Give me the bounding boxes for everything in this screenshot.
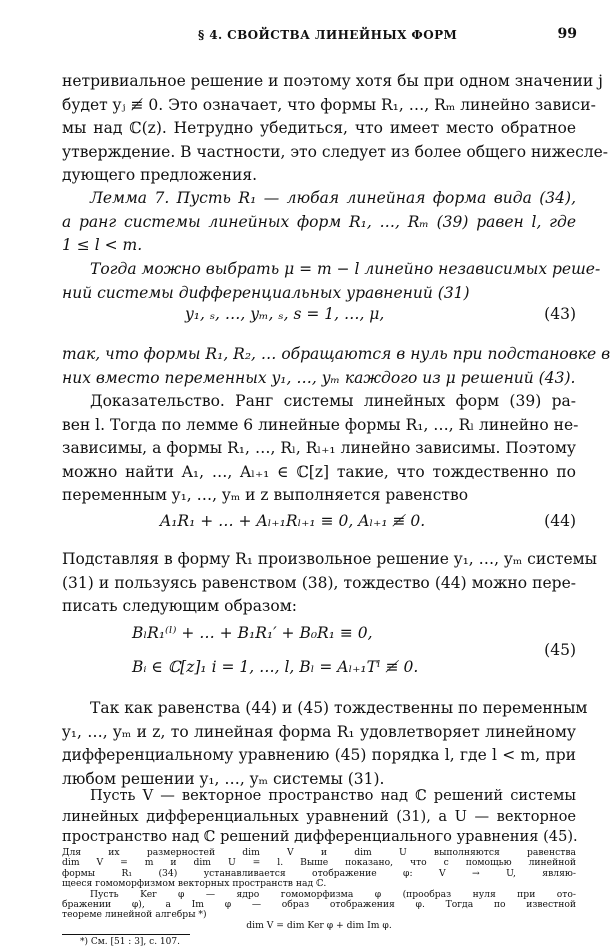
text-line: дующего предложения.: [62, 166, 258, 184]
equation-number-43: (43): [544, 305, 576, 323]
paragraph-remaining: [62, 848, 576, 931]
footnote: *) См. [51 : 3], с. 107.: [80, 937, 180, 947]
lemma-conclusion: [62, 343, 611, 390]
equation-number-45: (45): [544, 641, 576, 659]
text-line: dim V = m и dim U = l. Выше показано, что с помощью линейной: [62, 857, 576, 869]
text-line: них вместо переменных y₁, …, yₘ каждого из μ решений (43).: [62, 368, 576, 387]
running-header: [0, 26, 611, 48]
text-line: переменным y₁, …, yₘ и z выполняется равенство: [62, 486, 469, 504]
text-line: любом решении y₁, …, yₘ системы (31).: [62, 769, 385, 788]
text-line: (31) и пользуясь равенством (38), тождество (44) можно пере-: [62, 573, 576, 592]
lemma-continuation: [62, 258, 601, 305]
final-equation: dim V = dim Ker φ + dim Im φ.: [246, 919, 392, 931]
text-line: 1 ≤ l < m.: [62, 236, 143, 254]
text-line: будет yⱼ ≢ 0. Это означает, что формы R₁, …, Rₘ линейно зависи-: [62, 95, 596, 114]
text-line: пространство над ℂ решений дифференциального уравнения (45).: [62, 828, 578, 846]
proof-paragraph: [62, 390, 579, 508]
text-line: теореме линейной алгебры *): [62, 909, 207, 921]
text-line: Подставляя в форму R₁ произвольное решение y₁, …, yₘ системы: [62, 550, 598, 568]
text-line: бражении φ), а Im φ — образ отображения φ. Тогда по известной: [62, 898, 576, 910]
text-line: Доказательство. Ранг системы линейных форм (39) ра-: [90, 392, 576, 410]
equation-43: y₁, ₛ, …, yₘ, ₛ, s = 1, …, μ,: [185, 305, 385, 323]
text-line: вен l. Тогда по лемме 6 линейные формы R₁, …, Rₗ линейно не-: [62, 415, 579, 434]
text-line: Пусть Ker φ — ядро гомоморфизма φ (прообраз нуля при ото-: [90, 888, 576, 900]
text-line: нетривиальное решение и поэтому хотя бы при одном значении j: [62, 72, 603, 90]
section-title: § 4. СВОЙСТВА ЛИНЕЙНЫХ ФОРМ: [198, 28, 458, 42]
text-line: писать следующим образом:: [62, 597, 297, 615]
text-line: y₁, …, yₘ и z, то линейная форма R₁ удовлетворяет линейному: [62, 722, 576, 741]
text-line: зависимы, а формы R₁, …, Rₗ, Rₗ₊₁ линейно зависимы. Поэтому: [62, 439, 576, 457]
page-number: 99: [557, 26, 577, 42]
text-line: Лемма 7. Пусть R₁ — любая линейная форма вида (34),: [90, 189, 576, 207]
paragraph-intro: [62, 70, 609, 188]
equation-44: A₁R₁ + … + Aₗ₊₁Rₗ₊₁ ≡ 0, Aₗ₊₁ ≢ 0.: [160, 512, 426, 530]
equation-45-line1: BₗR₁⁽ˡ⁾ + … + B₁R₁′ + B₀R₁ ≡ 0,: [132, 624, 373, 642]
text-line: Пусть V — векторное пространство над ℂ решений системы: [90, 787, 576, 804]
text-line: Тогда можно выбрать μ = m − l линейно независимых реше-: [90, 260, 601, 278]
paragraph-substitution: [62, 548, 598, 619]
text-line: так, что формы R₁, R₂, … обращаются в нуль при подстановке в: [62, 345, 611, 363]
text-line: а ранг системы линейных форм R₁, …, Rₘ (39) равен l, где: [62, 212, 576, 231]
text-line: формы R₁ (34) устанавливается отображение φ: V → U, являю-: [62, 867, 576, 879]
text-line: дифференциальному уравнению (45) порядка l, где l < m, при: [62, 746, 576, 764]
text-line: Так как равенства (44) и (45) тождественны по переменным: [90, 699, 588, 717]
text-line: можно найти A₁, …, Aₗ₊₁ ∈ ℂ[z] такие, что тождественно по: [62, 462, 576, 481]
paragraph-identity: [62, 697, 588, 791]
paragraph-vector-spaces-body: [62, 786, 576, 848]
text-line: щееся гомоморфизмом векторных пространств над ℂ.: [62, 878, 327, 890]
footnote-rule: [62, 934, 190, 935]
equation-number-44: (44): [544, 512, 576, 530]
text-line: утверждение. В частности, это следует из более общего нижесле-: [62, 142, 609, 161]
text-line: ний системы дифференциальных уравнений (31): [62, 283, 470, 302]
text-line: линейных дифференциальных уравнений (31), а U — векторное: [62, 807, 576, 825]
text-line: Для их размерностей dim V и dim U выполняются равенства: [62, 847, 576, 858]
text-line: мы над ℂ(z). Нетрудно убедиться, что имеет место обратное: [62, 119, 576, 137]
equation-45-line2: Bᵢ ∈ ℂ[z]₁ i = 1, …, l, Bₗ = Aₗ₊₁Tˡ ≢ 0.: [132, 658, 419, 676]
lemma-statement: [62, 187, 576, 258]
